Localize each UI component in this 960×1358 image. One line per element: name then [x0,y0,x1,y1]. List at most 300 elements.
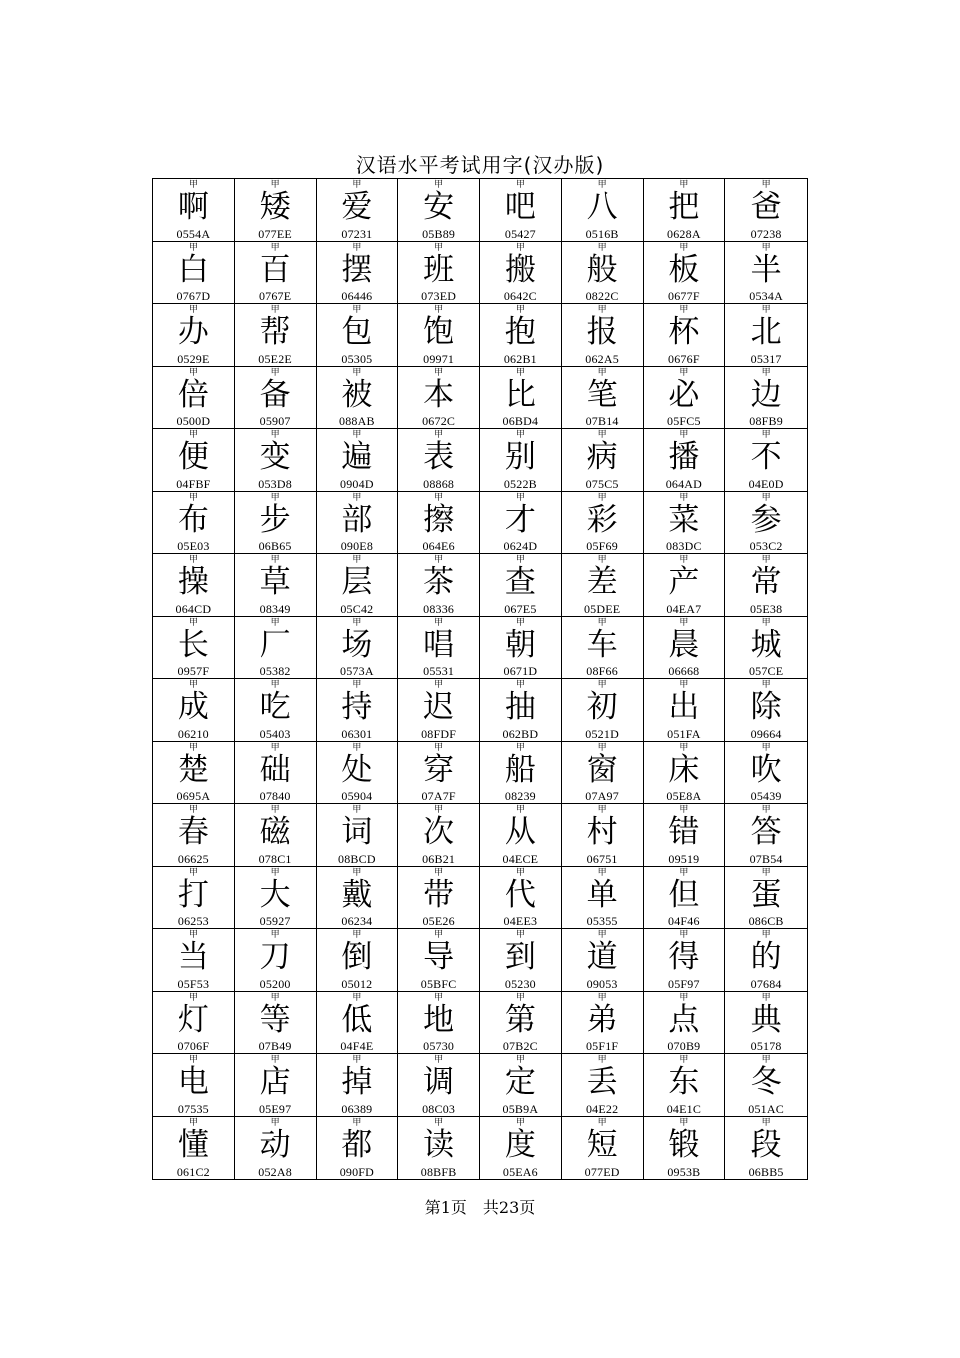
unicode-code: 0628A [667,226,701,241]
char-cell [725,867,807,930]
unicode-code: 06210 [177,726,209,741]
hanzi-character: 遍 [341,439,373,475]
level-label: 甲 [515,617,525,628]
hanzi-character: 磁 [259,814,291,850]
unicode-code: 09053 [586,976,618,991]
level-label: 甲 [352,867,362,878]
char-cell [562,992,644,1055]
level-label: 甲 [270,1117,280,1128]
hanzi-character: 差 [586,564,618,600]
unicode-code: 051FA [667,726,701,741]
unicode-code: 052A8 [258,1165,292,1179]
char-cell [153,429,235,492]
hanzi-character: 倒 [341,939,373,975]
unicode-code: 05427 [504,226,536,241]
unicode-code: 061C2 [176,1165,210,1179]
level-label: 甲 [515,180,525,190]
char-cell [235,804,317,867]
unicode-code: 05F1F [585,1039,619,1053]
char-cell [398,617,480,680]
unicode-code: 077ED [584,1165,620,1179]
unicode-code: 090FD [339,1165,375,1179]
char-cell [480,367,562,430]
level-label: 甲 [352,180,362,190]
level-label: 甲 [761,242,771,253]
level-label: 甲 [761,305,771,315]
unicode-code: 05E2E [258,351,292,366]
char-cell [644,179,726,242]
hanzi-character: 大 [259,876,291,913]
unicode-code: 06389 [341,1101,373,1116]
hanzi-character: 床 [668,751,700,788]
level-label: 甲 [352,367,362,378]
level-label: 甲 [679,1117,689,1128]
hanzi-character: 懂 [177,1126,209,1163]
char-cell [644,929,726,992]
char-cell [562,867,644,930]
level-label: 甲 [270,1055,280,1065]
hanzi-character: 成 [177,689,209,725]
char-cell [644,429,726,492]
level-label: 甲 [761,867,771,878]
hanzi-character: 锻 [668,1126,700,1163]
level-label: 甲 [270,867,280,878]
unicode-code: 07684 [750,976,782,991]
char-cell [725,429,807,492]
char-cell [562,429,644,492]
char-cell [153,304,235,367]
unicode-code: 090E8 [340,539,374,553]
hanzi-character: 把 [668,189,700,225]
unicode-code: 08C03 [422,1101,456,1116]
hanzi-character: 第 [504,1001,536,1038]
unicode-code: 09519 [668,851,700,866]
char-cell [480,429,562,492]
level-label: 甲 [188,1117,198,1128]
level-label: 甲 [270,492,280,503]
hanzi-character: 杯 [668,314,700,350]
char-cell [153,1117,235,1180]
hanzi-character: 除 [750,689,782,725]
char-cell [235,492,317,555]
hanzi-character: 摆 [341,251,373,288]
hanzi-character: 次 [423,814,455,850]
level-label: 甲 [188,242,198,253]
level-label: 甲 [679,1055,689,1065]
hanzi-character: 当 [177,939,209,975]
unicode-code: 05355 [586,914,618,928]
hanzi-character: 不 [750,439,782,475]
hanzi-character: 船 [504,751,536,788]
char-cell [317,617,399,680]
level-label: 甲 [597,492,607,503]
hanzi-character: 啊 [177,189,209,225]
char-cell [480,617,562,680]
unicode-code: 07535 [177,1101,209,1116]
level-label: 甲 [434,867,444,878]
hanzi-character: 吧 [504,189,536,225]
unicode-code: 0521D [585,726,619,741]
level-label: 甲 [679,617,689,628]
hanzi-character: 半 [750,251,782,288]
hanzi-character: 读 [423,1126,455,1163]
level-label: 甲 [515,492,525,503]
char-cell [644,804,726,867]
unicode-code: 07238 [750,226,782,241]
unicode-code: 05904 [341,789,373,803]
hanzi-character: 楚 [177,751,209,788]
unicode-code: 0676F [668,351,700,366]
level-label: 甲 [270,180,280,190]
char-cell [153,367,235,430]
level-label: 甲 [270,305,280,315]
level-label: 甲 [761,555,771,565]
unicode-code: 0822C [585,289,619,303]
level-label: 甲 [352,492,362,503]
char-cell [725,742,807,805]
level-label: 甲 [270,430,280,440]
unicode-code: 0677F [668,289,700,303]
unicode-code: 064E6 [422,539,455,553]
hanzi-character: 布 [177,501,209,538]
hanzi-character: 部 [341,501,373,538]
char-cell [480,1117,562,1180]
char-cell [235,617,317,680]
hanzi-character: 本 [423,376,455,413]
unicode-code: 0529E [177,351,210,366]
unicode-code: 05E26 [422,914,455,928]
hanzi-character: 长 [177,626,209,663]
level-label: 甲 [597,1055,607,1065]
unicode-code: 0672C [422,414,456,428]
unicode-code: 0695A [176,789,211,803]
hanzi-character: 典 [750,1001,782,1038]
level-label: 甲 [434,555,444,565]
unicode-code: 0516B [585,226,619,241]
level-label: 甲 [597,305,607,315]
unicode-code: 0671D [503,664,538,678]
unicode-code: 067E5 [504,601,537,616]
unicode-code: 0706F [177,1039,210,1053]
level-label: 甲 [434,680,444,690]
hanzi-character: 丢 [586,1064,618,1100]
level-label: 甲 [434,242,444,253]
unicode-code: 0953B [667,1165,701,1179]
char-cell [644,242,726,305]
unicode-code: 05200 [259,976,291,991]
char-cell [480,554,562,617]
char-cell [725,492,807,555]
char-cell [317,992,399,1055]
hanzi-character: 车 [586,626,618,663]
level-label: 甲 [597,617,607,628]
unicode-code: 05012 [341,976,373,991]
char-cell [317,1054,399,1117]
level-label: 甲 [434,617,444,628]
level-label: 甲 [515,242,525,253]
char-cell [235,304,317,367]
char-cell [235,742,317,805]
unicode-code: 06234 [341,914,373,928]
page-title: 汉语水平考试用字(汉办版) [355,153,605,177]
unicode-code: 064AD [665,476,703,491]
unicode-code: 06BB5 [748,1165,784,1179]
unicode-code: 07231 [341,226,373,241]
level-label: 甲 [761,367,771,378]
char-cell [480,242,562,305]
hanzi-character: 矮 [259,189,291,225]
unicode-code: 083DC [666,539,702,553]
char-cell [480,492,562,555]
char-cell [317,304,399,367]
level-label: 甲 [761,617,771,628]
char-cell [235,867,317,930]
hanzi-character: 迟 [423,689,455,725]
unicode-code: 06668 [668,664,700,678]
unicode-code: 08BFB [420,1165,457,1179]
hanzi-character: 蛋 [750,876,782,913]
unicode-code: 0904D [340,476,374,491]
char-cell [644,304,726,367]
hanzi-character: 导 [423,939,455,975]
char-cell [317,367,399,430]
char-cell [398,929,480,992]
hanzi-character: 抽 [504,689,536,725]
char-cell [317,429,399,492]
hanzi-character: 动 [259,1126,291,1163]
unicode-code: 05F97 [668,976,700,991]
level-label: 甲 [188,805,198,815]
char-cell [398,179,480,242]
unicode-code: 04EE3 [503,914,538,928]
hanzi-character: 层 [341,564,373,600]
level-label: 甲 [761,1117,771,1128]
hanzi-character: 冬 [750,1064,782,1100]
hanzi-character: 变 [259,439,291,475]
char-cell [562,1117,644,1180]
unicode-code: 062B1 [503,351,537,366]
hanzi-character: 北 [750,314,782,350]
hanzi-character: 的 [750,939,782,975]
unicode-code: 05FC5 [667,414,701,428]
hanzi-character: 抱 [504,314,536,350]
unicode-code: 08868 [423,476,455,491]
hanzi-character: 播 [668,439,700,475]
level-label: 甲 [515,992,525,1003]
unicode-code: 05439 [750,789,782,803]
hanzi-character: 都 [341,1126,373,1163]
char-cell [153,179,235,242]
hanzi-character: 彩 [586,501,618,538]
level-label: 甲 [270,555,280,565]
char-cell [235,179,317,242]
level-label: 甲 [188,367,198,378]
level-label: 甲 [761,992,771,1003]
hanzi-character: 场 [341,626,373,663]
hanzi-character: 八 [586,189,618,225]
unicode-code: 078C1 [258,851,292,866]
char-cell [398,429,480,492]
char-cell [644,867,726,930]
unicode-code: 07B49 [258,1039,292,1053]
char-cell [317,1117,399,1180]
char-cell [153,992,235,1055]
char-cell [562,304,644,367]
level-label: 甲 [188,430,198,440]
level-label: 甲 [188,680,198,690]
hanzi-character: 百 [259,251,291,288]
level-label: 甲 [352,305,362,315]
hanzi-character: 表 [423,439,455,475]
hanzi-character: 办 [177,314,209,350]
level-label: 甲 [515,867,525,878]
unicode-code: 053C2 [749,539,783,553]
unicode-code: 08336 [423,601,455,616]
char-cell [725,804,807,867]
unicode-code: 073ED [421,289,457,303]
hanzi-character: 参 [750,501,782,538]
hanzi-character: 刀 [259,939,291,975]
unicode-code: 062A5 [585,351,619,366]
hanzi-character: 包 [341,314,373,350]
level-label: 甲 [434,367,444,378]
char-cell [480,679,562,742]
level-label: 甲 [597,930,607,940]
char-cell [725,179,807,242]
level-label: 甲 [515,805,525,815]
level-label: 甲 [515,305,525,315]
level-label: 甲 [679,180,689,190]
char-cell [480,992,562,1055]
char-cell [153,492,235,555]
char-cell [562,1054,644,1117]
char-cell [398,492,480,555]
level-label: 甲 [352,1117,362,1128]
unicode-code: 07B14 [585,414,619,428]
unicode-code: 06253 [177,914,209,928]
unicode-code: 08F66 [586,664,618,678]
char-cell [317,554,399,617]
char-cell [398,742,480,805]
hanzi-character: 菜 [668,501,700,538]
char-cell [644,742,726,805]
char-cell [644,1054,726,1117]
hanzi-character: 调 [423,1064,455,1100]
hanzi-character: 处 [341,751,373,788]
hanzi-character: 到 [504,939,536,975]
unicode-code: 07B2C [502,1039,538,1053]
level-label: 甲 [270,367,280,378]
level-label: 甲 [352,617,362,628]
hanzi-character: 报 [586,314,618,350]
level-label: 甲 [188,867,198,878]
char-cell [317,804,399,867]
hanzi-character: 度 [504,1126,536,1163]
hanzi-character: 别 [504,439,536,475]
hanzi-character: 出 [668,689,700,725]
hanzi-character: 弟 [586,1001,618,1038]
unicode-code: 075C5 [585,476,619,491]
level-label: 甲 [270,617,280,628]
hanzi-character: 打 [177,876,209,913]
unicode-code: 05B89 [422,226,456,241]
unicode-code: 05BFC [420,976,457,991]
char-cell [644,992,726,1055]
level-label: 甲 [270,680,280,690]
hanzi-character: 但 [668,876,700,913]
unicode-code: 05E8A [666,789,702,803]
level-label: 甲 [434,492,444,503]
hanzi-character: 班 [423,251,455,288]
unicode-code: 0522B [503,476,537,491]
char-cell [235,429,317,492]
level-label: 甲 [679,305,689,315]
unicode-code: 08349 [259,601,291,616]
hanzi-character: 搬 [504,251,536,288]
hanzi-character: 边 [750,376,782,413]
char-cell [317,742,399,805]
level-label: 甲 [761,742,771,753]
unicode-code: 06B21 [422,851,456,866]
level-label: 甲 [352,555,362,565]
level-label: 甲 [761,930,771,940]
unicode-code: 04ECE [502,851,539,866]
level-label: 甲 [679,992,689,1003]
hanzi-character: 店 [259,1064,291,1100]
hanzi-character: 带 [423,876,455,913]
char-cell [725,1054,807,1117]
unicode-code: 07840 [259,789,291,803]
char-cell [725,617,807,680]
unicode-code: 04FBF [176,476,211,491]
hanzi-character: 从 [504,814,536,850]
hanzi-character: 地 [423,1001,455,1038]
unicode-code: 053D8 [258,476,292,491]
level-label: 甲 [597,180,607,190]
hanzi-character: 般 [586,251,618,288]
unicode-code: 05531 [423,664,455,678]
unicode-code: 08239 [504,789,536,803]
level-label: 甲 [270,805,280,815]
hanzi-character: 吃 [259,689,291,725]
level-label: 甲 [515,430,525,440]
char-cell [153,679,235,742]
char-cell [153,867,235,930]
hanzi-character: 爱 [341,189,373,225]
char-cell [317,179,399,242]
char-cell [398,242,480,305]
level-label: 甲 [352,430,362,440]
level-label: 甲 [597,367,607,378]
char-cell [562,617,644,680]
char-cell [725,554,807,617]
char-cell [562,367,644,430]
hanzi-character: 段 [750,1126,782,1163]
level-label: 甲 [352,992,362,1003]
level-label: 甲 [761,492,771,503]
hanzi-character: 单 [586,876,618,913]
level-label: 甲 [515,930,525,940]
unicode-code: 05EA6 [502,1165,538,1179]
hanzi-character: 春 [177,814,209,850]
unicode-code: 064CD [175,601,212,616]
unicode-code: 05730 [423,1039,455,1053]
char-cell [398,992,480,1055]
char-cell [644,492,726,555]
level-label: 甲 [597,992,607,1003]
unicode-code: 0642C [503,289,537,303]
unicode-code: 06B65 [258,539,292,553]
